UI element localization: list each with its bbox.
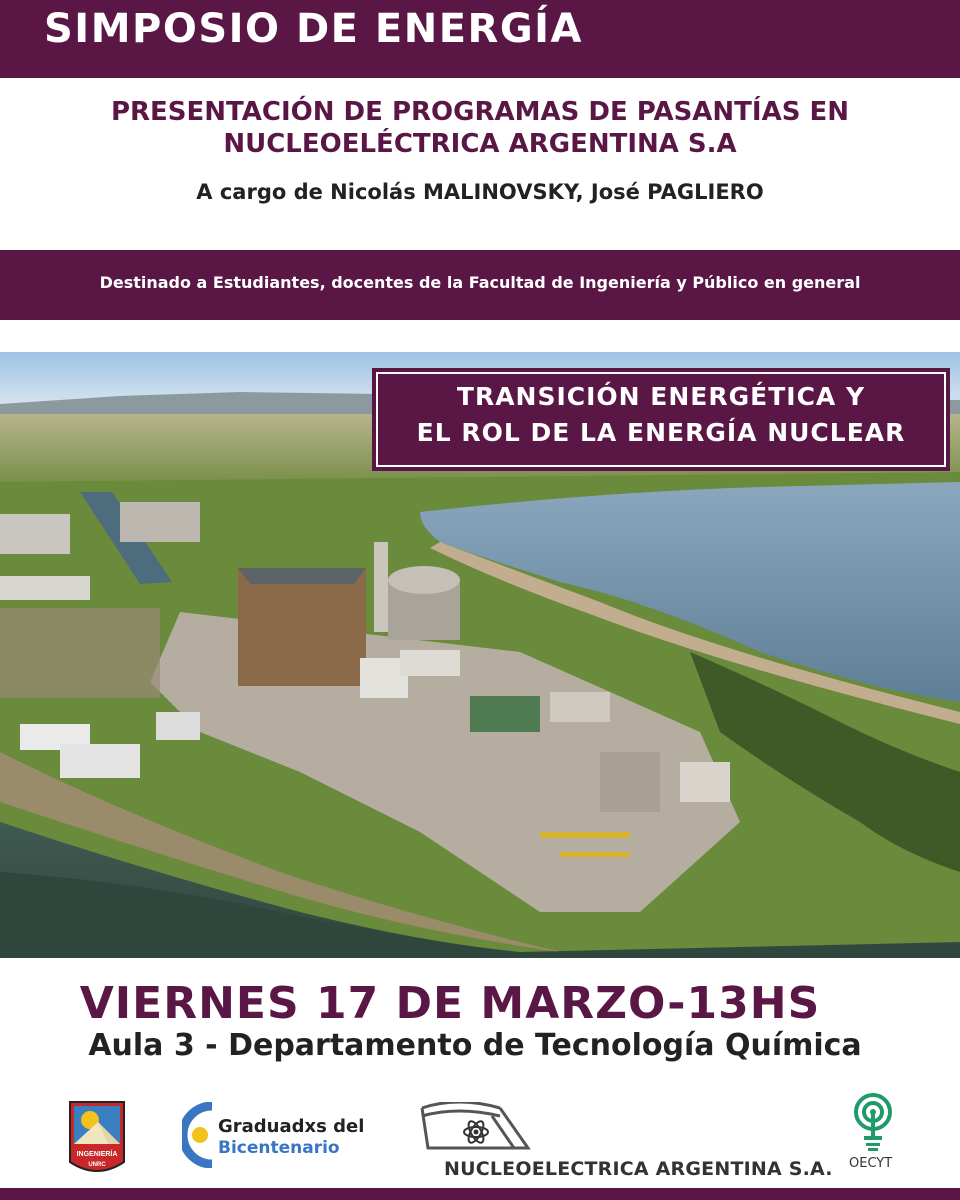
- talk-title-line-2: EL ROL DE LA ENERGÍA NUCLEAR: [416, 418, 906, 447]
- talk-title-box: [372, 368, 950, 471]
- oecyt-name: OECYT: [849, 1156, 893, 1171]
- presenters: A cargo de Nicolás MALINOVSKY, José PAGLIERO: [196, 180, 764, 204]
- graduadxs-line-2: Bicentenario: [218, 1138, 340, 1158]
- subtitle-line-1: PRESENTACIÓN DE PROGRAMAS DE PASANTÍAS EN: [110, 97, 850, 127]
- graduadxs-bicentenario-logo: [182, 1102, 382, 1168]
- nucleoelectrica-name: NUCLEOELECTRICA ARGENTINA S.A.: [444, 1158, 833, 1180]
- unrc-label: UNRC: [88, 1162, 106, 1168]
- talk-title-line-1: TRANSICIÓN ENERGÉTICA Y: [456, 382, 866, 411]
- graduadxs-line-1: Graduadxs del: [218, 1116, 365, 1137]
- atom-icon: [464, 1119, 488, 1145]
- event-title: SIMPOSIO DE ENERGÍA: [44, 6, 583, 52]
- oecyt-logo: [846, 1090, 900, 1176]
- audience-text: Destinado a Estudiantes, docentes de la Facultad de Ingeniería y Público en general: [99, 273, 861, 292]
- ingenieria-label: INGENIERÍA: [76, 1151, 118, 1158]
- subtitle-line-2: NUCLEOELÉCTRICA ARGENTINA S.A: [223, 129, 737, 159]
- footer-band: [0, 1188, 960, 1200]
- audience-band: [0, 250, 960, 320]
- nucleoelectrica-logo: [418, 1102, 833, 1182]
- subtitle: [0, 96, 960, 160]
- event-location: Aula 3 - Departamento de Tecnología Química: [88, 1028, 862, 1063]
- ingenieria-unrc-logo: [68, 1100, 126, 1180]
- header-band: [0, 0, 960, 78]
- event-date: VIERNES 17 DE MARZO-13HS: [79, 978, 821, 1029]
